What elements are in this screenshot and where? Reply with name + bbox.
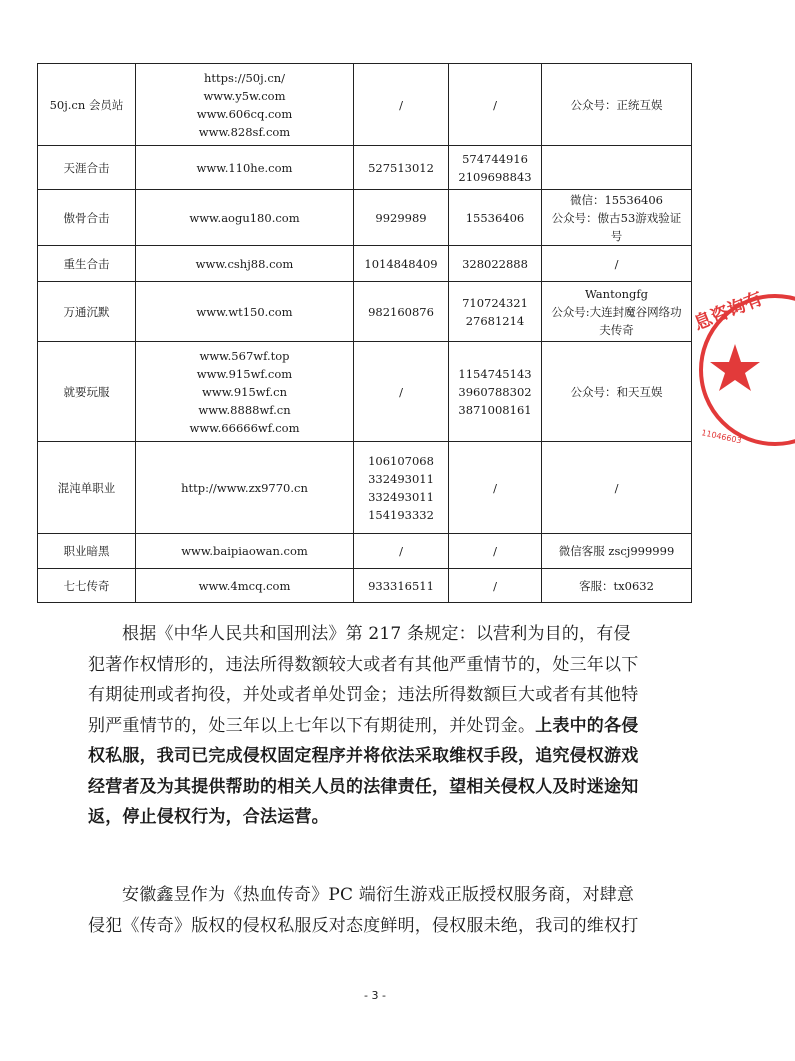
wechat-cell (449, 569, 542, 603)
public-cell (542, 534, 692, 569)
urls-cell (136, 246, 354, 282)
urls-cell (136, 146, 354, 190)
urls-cell (136, 282, 354, 342)
qq-value: 154193332 (368, 507, 434, 522)
game-name-cell: 职业暗黑 (38, 534, 136, 569)
qq-cell (354, 146, 449, 190)
wechat-cell (449, 190, 542, 246)
game-name-cell: 天涯合击 (38, 146, 136, 190)
wechat-value: 574744916 (462, 151, 528, 166)
table-row (38, 146, 692, 190)
wechat-cell (449, 342, 542, 442)
wechat-value: 2109698843 (458, 169, 532, 184)
public-value: Wantongfg (584, 286, 648, 301)
urls-value: www.baipiaowan.com (181, 544, 308, 558)
urls-value: www.66666wf.com (189, 420, 300, 435)
game-name-cell: 就要玩服 (38, 342, 136, 442)
urls-cell (136, 342, 354, 442)
urls-cell (136, 534, 354, 569)
paragraph-line: 根据《中华人民共和国刑法》第 217 条规定：以营利为目的，有侵 (122, 624, 631, 644)
public-cell (542, 64, 692, 146)
bold-statement: 上表中的各侵 (535, 715, 639, 736)
wechat-value: 328022888 (462, 256, 528, 271)
urls-value: www.110he.com (196, 160, 293, 175)
wechat-value: / (493, 480, 497, 495)
public-cell (542, 442, 692, 534)
public-cell (542, 342, 692, 442)
public-cell (542, 146, 692, 190)
public-value: 号 (610, 228, 623, 243)
wechat-value: 27681214 (465, 313, 525, 328)
game-name-cell: 重生合击 (38, 246, 136, 282)
game-name-cell: 50j.cn 会员站 (38, 64, 136, 146)
qq-value: / (399, 544, 403, 558)
paragraph-line: 有期徒刑或者拘役，并处或者单处罚金；违法所得数额巨大或者有其他特 (88, 685, 639, 705)
wechat-cell (449, 442, 542, 534)
urls-value: www.828sf.com (198, 124, 291, 139)
public-value: 微信：15536406 (569, 192, 664, 207)
paragraph-criminal-law (88, 619, 688, 833)
wechat-cell (449, 282, 542, 342)
urls-value: www.915wf.com (196, 366, 293, 381)
qq-value: 9929989 (375, 210, 427, 225)
urls-value: www.wt150.com (196, 304, 293, 319)
page-number: - 3 - (364, 989, 386, 1002)
qq-cell (354, 190, 449, 246)
table-row (38, 64, 692, 146)
qq-cell (354, 282, 449, 342)
table-row (38, 190, 692, 246)
public-value: 客服：tx0632 (579, 578, 654, 593)
qq-cell (354, 64, 449, 146)
public-cell (542, 246, 692, 282)
qq-value: / (399, 97, 403, 112)
public-value: 微信客服 zscj999999 (558, 544, 675, 558)
wechat-value: / (493, 578, 497, 593)
qq-value: 332493011 (368, 471, 434, 486)
wechat-value: / (493, 97, 497, 112)
qq-value: 527513012 (368, 160, 434, 175)
public-cell (542, 569, 692, 603)
qq-cell (354, 246, 449, 282)
qq-cell (354, 534, 449, 569)
infringement-table (37, 63, 692, 603)
wechat-value: 15536406 (465, 210, 525, 225)
qq-value: 106107068 (368, 453, 434, 468)
game-name-cell: 万通沉默 (38, 282, 136, 342)
qq-value: 982160876 (368, 304, 434, 319)
urls-cell (136, 442, 354, 534)
urls-value: www.8888wf.cn (198, 402, 291, 417)
urls-cell (136, 569, 354, 603)
qq-value: / (399, 384, 403, 399)
urls-value: www.567wf.top (199, 348, 290, 363)
wechat-cell (449, 64, 542, 146)
wechat-value: 1154745143 (458, 366, 532, 381)
urls-cell (136, 190, 354, 246)
table-row (38, 246, 692, 282)
infringement-table-body (38, 64, 692, 603)
qq-value: 1014848409 (364, 256, 438, 271)
public-value: 公众号：正统互娱 (570, 97, 663, 112)
wechat-value: / (493, 544, 497, 558)
urls-value: www.915wf.cn (202, 384, 287, 399)
qq-value: 933316511 (368, 578, 434, 593)
qq-cell (354, 342, 449, 442)
urls-cell (136, 64, 354, 146)
table-row (38, 569, 692, 603)
urls-value: www.cshj88.com (195, 256, 294, 271)
company-seal (675, 290, 795, 450)
paragraph-line: 犯著作权情形的，违法所得数额较大或者有其他严重情节的，处三年以下 (88, 654, 639, 675)
public-cell (542, 282, 692, 342)
seal-star-icon (710, 344, 760, 391)
public-value: 夫传奇 (599, 322, 634, 337)
wechat-cell (449, 534, 542, 569)
bold-statement: 返，停止侵权行为，合法运营。 (88, 807, 329, 827)
qq-cell (354, 569, 449, 603)
urls-value: www.y5w.com (203, 88, 286, 103)
table-row (38, 534, 692, 569)
wechat-value: 3871008161 (458, 402, 532, 417)
urls-value: www.606cq.com (196, 106, 293, 121)
game-name-cell: 七七传奇 (38, 569, 136, 603)
seal-text: 息咨询有 (691, 288, 766, 335)
urls-value: www.aogu180.com (189, 210, 300, 225)
seal-number: 11046603 (700, 428, 743, 446)
public-value: / (614, 480, 619, 495)
wechat-cell (449, 246, 542, 282)
game-name-cell: 混沌单职业 (38, 442, 136, 534)
qq-cell (354, 442, 449, 534)
wechat-value: 710724321 (462, 295, 528, 310)
table-row (38, 442, 692, 534)
wechat-value: 3960788302 (458, 384, 532, 399)
paragraph-line: 侵犯《传奇》版权的侵权私服反对态度鲜明，侵权服未绝，我司的维权打 (88, 915, 639, 936)
public-value: / (614, 256, 619, 271)
public-cell (542, 190, 692, 246)
public-value: 公众号:大连封魔谷网络功 (551, 304, 682, 319)
bold-statement: 经营者及为其提供帮助的相关人员的法律责任，望相关侵权人及时迷途知 (88, 776, 639, 797)
qq-value: 332493011 (368, 489, 434, 504)
public-value: 公众号：傲古53游戏验证 (551, 210, 682, 225)
urls-value: http://www.zx9770.cn (181, 480, 308, 495)
game-name-cell: 傲骨合击 (38, 190, 136, 246)
bold-statement: 权私服，我司已完成侵权固定程序并将依法采取维权手段，追究侵权游戏 (88, 746, 639, 766)
paragraph-line: 安徽鑫昱作为《热血传奇》PC 端衍生游戏正版授权服务商，对肆意 (122, 885, 635, 905)
wechat-cell (449, 146, 542, 190)
table-row (38, 342, 692, 442)
urls-value: https://50j.cn/ (203, 70, 286, 85)
paragraph-line: 别严重情节的，处三年以上七年以下有期徒刑，并处罚金。 (88, 715, 536, 736)
paragraph-company-statement (88, 880, 688, 941)
public-value: 公众号：和天互娱 (570, 384, 663, 399)
table-row (38, 282, 692, 342)
urls-value: www.4mcq.com (198, 578, 291, 593)
